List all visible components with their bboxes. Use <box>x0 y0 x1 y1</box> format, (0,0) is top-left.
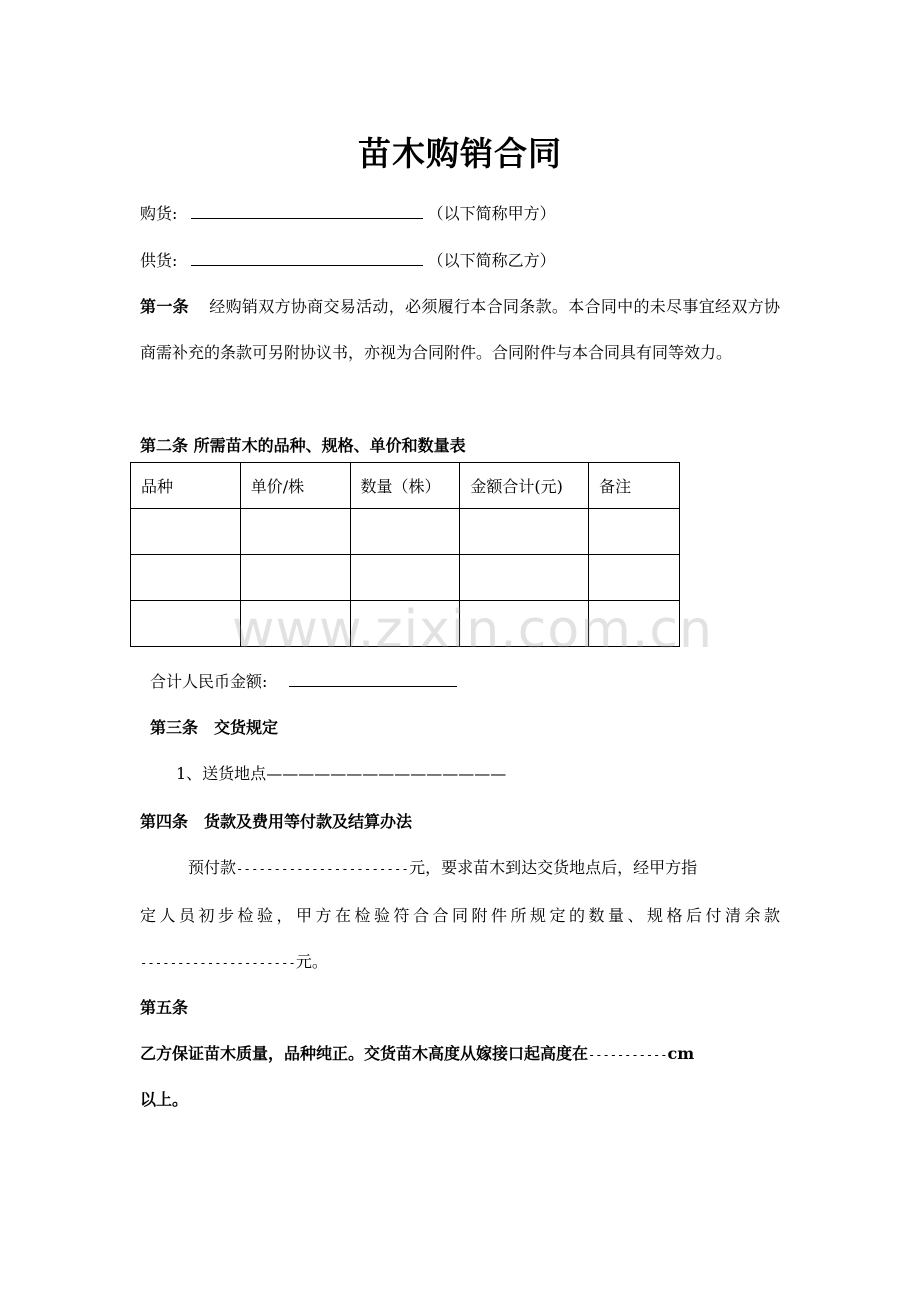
delivery-location-label: 1、送货地点 <box>176 764 267 783</box>
delivery-location-blank: ——————————————— <box>266 764 507 783</box>
header-cell: 数量（株） <box>350 463 460 509</box>
table-cell <box>131 555 241 601</box>
height-blank: ----------- <box>588 1048 668 1062</box>
total-amount-line <box>150 670 457 694</box>
seller-line <box>140 249 556 273</box>
header-cell: 品种 <box>131 463 241 509</box>
article-4-line-3 <box>140 950 328 975</box>
buyer-suffix: （以下简称甲方） <box>427 204 556 223</box>
height-unit: cm <box>667 1044 695 1063</box>
table-cell <box>350 509 460 555</box>
table-header-row <box>131 463 680 509</box>
total-amount-label: 合计人民币金额: <box>150 672 268 691</box>
table-cell <box>350 555 460 601</box>
prepay-blank: ----------------------- <box>236 862 410 876</box>
balance-blank: --------------------- <box>140 956 296 970</box>
article-3-heading: 第三条 交货规定 <box>150 718 279 737</box>
buyer-blank <box>191 202 423 219</box>
header-cell: 备注 <box>589 463 680 509</box>
table-cell <box>131 601 241 647</box>
header-cell: 金额合计(元) <box>460 463 589 509</box>
buyer-line <box>140 202 556 226</box>
seller-blank <box>191 249 423 266</box>
total-amount-blank <box>289 670 457 687</box>
article-5-line-2: 以上。 <box>140 1090 189 1109</box>
table-cell <box>589 555 680 601</box>
article-1-text: 经购销双方协商交易活动，必须履行本合同条款。本合同中的未尽事宜经双方协商需补充的条款可另附协议书，亦视为合同附件。合同附件与本合同具有同等效力。 <box>140 297 780 362</box>
table-cell <box>589 509 680 555</box>
table-cell <box>460 555 589 601</box>
table-cell <box>240 509 350 555</box>
article-3-item-1 <box>176 762 506 786</box>
prepay-label: 预付款 <box>188 858 237 877</box>
table-row <box>131 509 680 555</box>
article-5-line-1 <box>140 1042 694 1067</box>
page-title: 苗木购销合同 <box>358 134 562 173</box>
article-4-line-2: 定人员初步检验，甲方在检验符合合同附件所规定的数量、规格后付清余款 <box>140 906 780 925</box>
header-cell: 单价/株 <box>240 463 350 509</box>
article-1-heading: 第一条 <box>140 297 189 316</box>
table-row <box>131 555 680 601</box>
article-1 <box>140 284 780 376</box>
balance-unit: 元。 <box>295 952 328 971</box>
article-4-line-1 <box>188 856 697 881</box>
article-2-heading: 第二条 所需苗木的品种、规格、单价和数量表 <box>140 436 466 455</box>
prepay-text: 元，要求苗木到达交货地点后，经甲方指 <box>409 858 698 877</box>
article-4-heading: 第四条 货款及费用等付款及结算办法 <box>140 812 413 831</box>
table-cell <box>460 509 589 555</box>
table-cell <box>131 509 241 555</box>
table-cell <box>240 555 350 601</box>
watermark: www.zixin.com.cn <box>232 600 713 660</box>
buyer-label: 购货: <box>140 204 178 223</box>
seller-label: 供货: <box>140 251 178 270</box>
article-5-heading: 第五条 <box>140 998 189 1017</box>
seller-suffix: （以下简称乙方） <box>427 251 556 270</box>
article-5-text-1: 乙方保证苗木质量，品种纯正。交货苗木高度从嫁接口起高度在 <box>140 1044 589 1063</box>
